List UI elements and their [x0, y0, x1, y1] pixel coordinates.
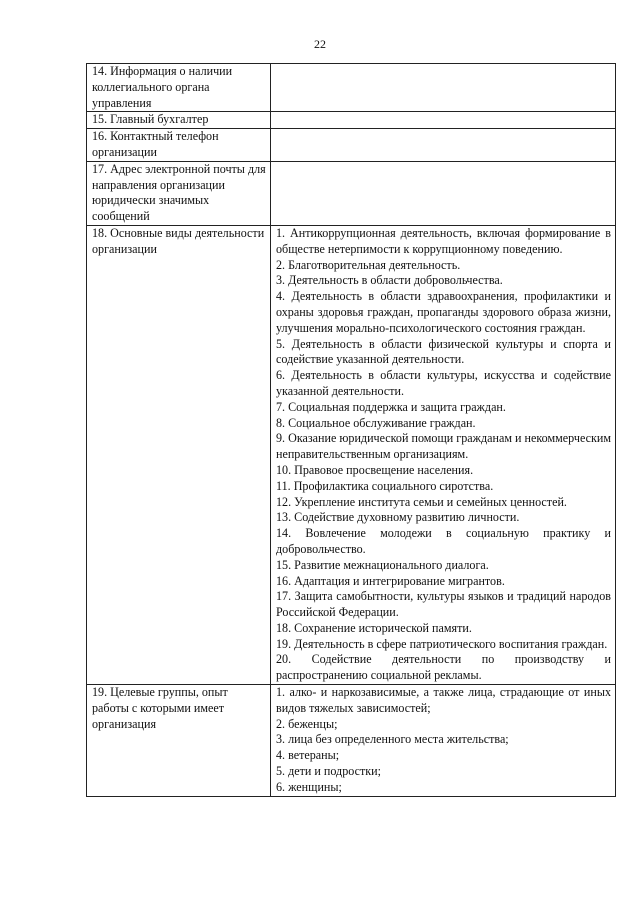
row-label: 16. Контактный телефон организации: [87, 129, 271, 162]
list-item: 16. Адаптация и интегрирование мигрантов.: [276, 573, 505, 588]
table-row: [87, 685, 616, 797]
list-item: 2. беженцы;: [276, 716, 338, 731]
list-item: 5. Деятельность в области физической культуры и спорта и содействие указанной деятельности.: [276, 336, 611, 367]
list-item: 10. Правовое просвещение населения.: [276, 462, 474, 477]
list-item: 4. ветераны;: [276, 748, 340, 763]
list-item: 2. Благотворительная деятельность.: [276, 257, 461, 272]
list-item: 9. Оказание юридической помощи гражданам и некоммерческим неправительственным организациям.: [276, 431, 611, 462]
table-row: [87, 225, 616, 684]
row-value-cell: [271, 64, 616, 112]
page-number: 22: [314, 37, 326, 51]
list-item: 3. лица без определенного места жительства;: [276, 732, 509, 747]
row-label: 14. Информация о наличии коллегиального органа управления: [87, 64, 271, 112]
list-item: 19. Деятельность в сфере патриотического воспитания граждан.: [276, 636, 608, 651]
list-item: 20. Содействие деятельности по производству и распространению социальной рекламы.: [276, 652, 611, 683]
organization-info-table: [86, 63, 616, 797]
list-item: 7. Социальная поддержка и защита граждан.: [276, 399, 506, 414]
table-row: [87, 64, 616, 112]
target-groups-list: [271, 685, 616, 797]
list-item: 17. Защита самобытности, культуры языков и традиций народов Российской Федерации.: [276, 589, 611, 620]
row-value-cell: [271, 161, 616, 225]
row-label: 15. Главный бухгалтер: [87, 112, 271, 129]
table-row: [87, 112, 616, 129]
list-item: 15. Развитие межнационального диалога.: [276, 557, 489, 572]
row-label: 19. Целевые группы, опыт работы с которыми имеет организация: [87, 685, 271, 797]
list-item: 5. дети и подростки;: [276, 764, 381, 779]
activity-list: [271, 225, 616, 684]
table-row: [87, 129, 616, 162]
list-item: 1. алко- и наркозависимые, а также лица, страдающие от иных видов тяжелых зависимостей;: [276, 685, 611, 715]
row-value-cell: [271, 112, 616, 129]
list-item: 6. Деятельность в области культуры, искусства и содействие указанной деятельности.: [276, 368, 611, 398]
list-item: 12. Укрепление института семьи и семейных ценностей.: [276, 494, 567, 509]
list-item: 14. Вовлечение молодежи в социальную практику и добровольчество.: [276, 526, 611, 556]
list-item: 8. Социальное обслуживание граждан.: [276, 415, 476, 430]
list-item: 13. Содействие духовному развитию личности.: [276, 510, 520, 525]
list-item: 4. Деятельность в области здравоохранения, профилактики и охраны здоровья граждан, пропаганды здорового образа жизни, улучшения морально-психологического состояния граждан.: [276, 289, 611, 335]
list-item: 3. Деятельность в области добровольчества.: [276, 273, 503, 288]
table-row: [87, 161, 616, 225]
list-item: 11. Профилактика социального сиротства.: [276, 478, 494, 493]
row-label: 17. Адрес электронной почты для направления организации юридически значимых сообщений: [87, 161, 271, 225]
list-item: 1. Антикоррупционная деятельность, включая формирование в обществе нетерпимости к коррупционному поведению.: [276, 225, 611, 256]
list-item: 6. женщины;: [276, 779, 342, 794]
row-label: 18. Основные виды деятельности организации: [87, 225, 271, 684]
row-value-cell: [271, 129, 616, 162]
list-item: 18. Сохранение исторической памяти.: [276, 620, 472, 635]
